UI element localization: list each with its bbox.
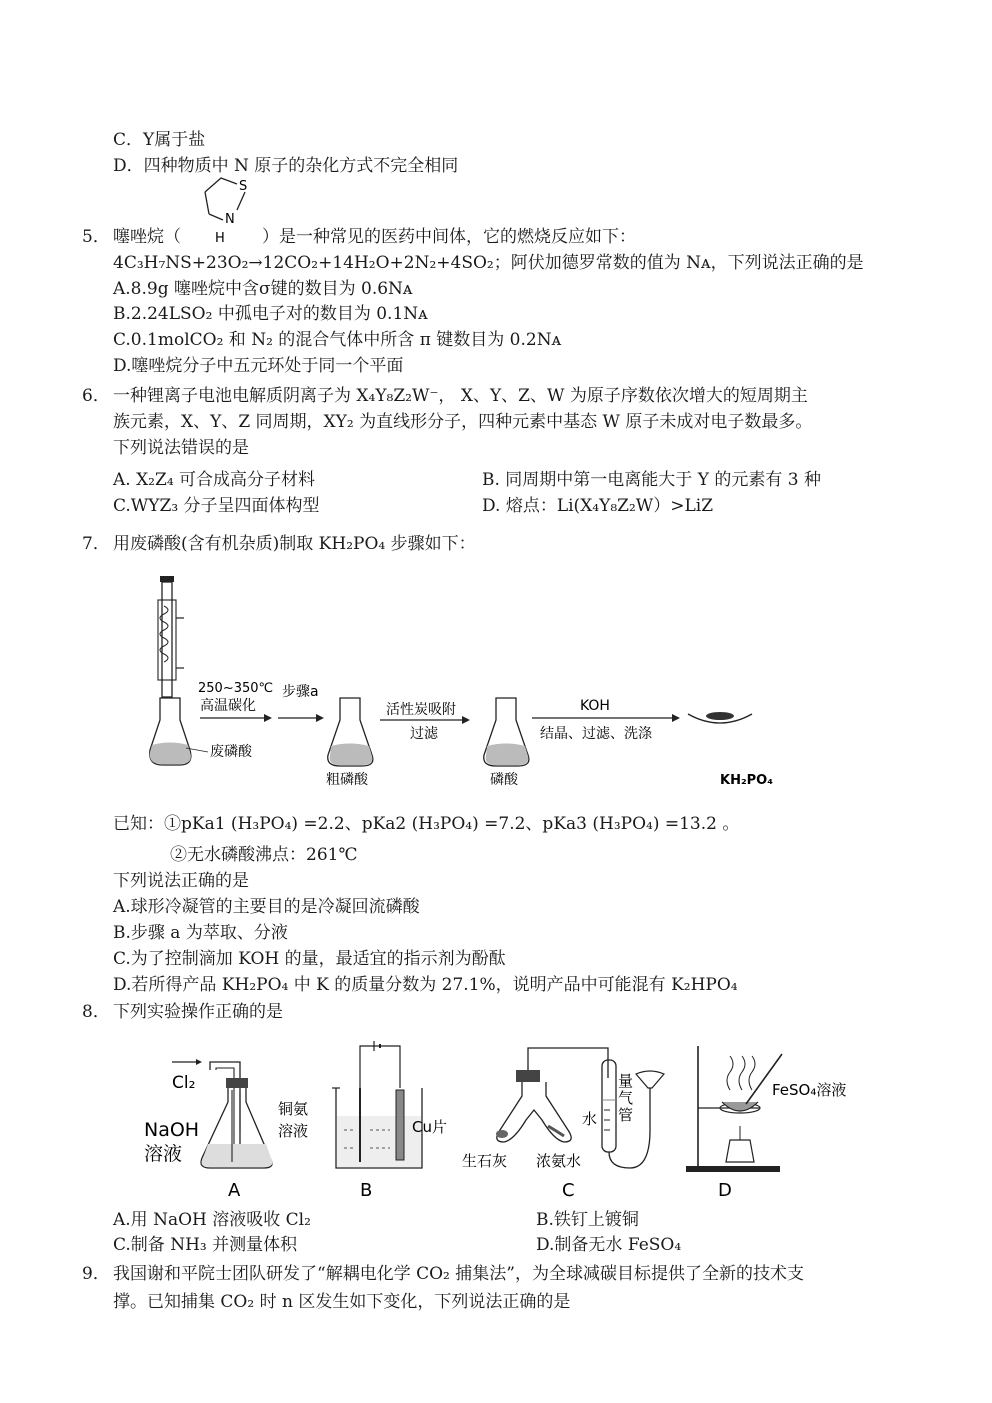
step-filter: 过滤	[410, 726, 438, 742]
fig-c-water-label: 水	[582, 1110, 598, 1128]
temp-label: 250~350℃	[198, 681, 274, 696]
q7-ask: 下列说法正确的是	[113, 871, 249, 891]
q5-option-b: B.2.24LSO₂ 中孤电子对的数目为 0.1Nᴀ	[113, 304, 428, 324]
q9-number: 9．	[82, 1264, 110, 1284]
thiazolidine-structure	[193, 170, 263, 248]
fig-c-caption: C	[562, 1180, 575, 1201]
q8-stem: 下列实验操作正确的是	[113, 1002, 283, 1022]
ring-bond-left	[205, 192, 209, 214]
arrow-3-head	[462, 716, 470, 724]
q7-option-c: C.为了控制滴加 KOH 的量，最适宜的指示剂为酚酞	[113, 949, 506, 969]
q6-line-1: 一种锂离子电池电解质阴离子为 X₄Y₈Z₂W⁻， X、Y、Z、W 为原子序数依次增大的短周期主	[113, 386, 808, 406]
q6-number: 6．	[82, 386, 110, 406]
label-waste-acid: 废磷酸	[210, 744, 252, 760]
label-phosphoric-acid: 磷酸	[490, 772, 518, 788]
q6-option-d: D. 熔点：Li(X₄Y₈Z₂W）>LiZ	[482, 496, 714, 516]
q6-line-2: 族元素，X、Y、Z 同周期，XY₂ 为直线形分子，四种元素中基态 W 原子未成对电子数最多。	[113, 412, 813, 432]
fig-b-plate-label: Cu片	[412, 1118, 447, 1136]
q8-number: 8．	[82, 1002, 110, 1022]
fig-a-gas-label: Cl₂	[172, 1073, 196, 1093]
struct-sulfur-label: S	[239, 179, 248, 194]
ring-bond-top	[205, 178, 237, 192]
arrow-4-head	[672, 714, 680, 722]
fig-c-liquid-label: 浓氨水	[536, 1152, 582, 1170]
step-adsorb: 活性炭吸附	[386, 702, 456, 718]
q5-option-a: A.8.9g 噻唑烷中含σ键的数目为 0.6Nᴀ	[113, 279, 413, 299]
figure-a	[144, 1059, 272, 1201]
q6-option-b: B. 同周期中第一电离能大于 Y 的元素有 3 种	[482, 470, 821, 490]
q5-stem-end: ）是一种常见的医药中间体，它的燃烧反应如下：	[262, 227, 636, 247]
fig-b-caption: B	[360, 1180, 373, 1201]
struct-nitrogen-label: N	[225, 212, 235, 227]
step-a: 步骤a	[282, 684, 319, 700]
q8-option-a: A.用 NaOH 溶液吸收 Cl₂	[113, 1210, 311, 1230]
fig-a-sol-line2: 溶液	[144, 1143, 183, 1165]
q6-line-3: 下列说法错误的是	[113, 438, 249, 458]
label-product: KH₂PO₄	[720, 773, 773, 788]
q8-option-d: D.制备无水 FeSO₄	[536, 1235, 682, 1255]
q4-option-d: D．四种物质中 N 原子的杂化方式不完全相同	[113, 156, 459, 176]
flask-phosphoric-acid-liquid	[486, 744, 529, 766]
q7-number: 7．	[82, 534, 110, 554]
step-koh: KOH	[580, 698, 610, 714]
q7-process-diagram	[140, 570, 780, 800]
fig-c-tube-char2: 气	[618, 1089, 634, 1107]
q5-number: 5．	[82, 227, 110, 247]
q6-option-c: C.WYZ₃ 分子呈四面体构型	[113, 496, 320, 516]
fig-c-tube-char3: 管	[618, 1106, 634, 1124]
q5-stem-start: 噻唑烷（	[113, 227, 181, 247]
fig-d-caption: D	[718, 1180, 732, 1201]
struct-hydrogen-label: H	[215, 231, 225, 246]
fig-c-solid-label: 生石灰	[462, 1152, 508, 1170]
q7-option-b: B.步骤 a 为萃取、分液	[113, 923, 288, 943]
step-crystallize: 结晶、过滤、洗涤	[540, 726, 652, 742]
figure-b	[278, 1041, 447, 1201]
q7-stem: 用废磷酸(含有机杂质)制取 KH₂PO₄ 步骤如下：	[113, 534, 476, 554]
q7-known-2: ②无水磷酸沸点：261℃	[170, 845, 358, 865]
figure-c	[462, 1048, 664, 1201]
fig-d-sol-label: FeSO₄溶液	[772, 1081, 847, 1099]
reflux-condenser	[158, 576, 184, 697]
q9-line-2: 撑。已知捕集 CO₂ 时 n 区发生如下变化，下列说法正确的是	[113, 1292, 571, 1312]
arrow-2-head	[316, 714, 324, 722]
fig-a-sol-line1: NaOH	[144, 1119, 200, 1141]
q5-equation: 4C₃H₇NS+23O₂→12CO₂+14H₂O+2N₂+4SO₂；阿伏加德罗常数的值为 Nᴀ，下列说法正确的是	[113, 253, 864, 273]
q8-option-c: C.制备 NH₃ 并测量体积	[113, 1235, 298, 1255]
flask-crude-acid-liquid	[330, 744, 373, 766]
q8-apparatus-figures	[130, 1030, 870, 1205]
q9-line-1: 我国谢和平院士团队研发了“解耦电化学 CO₂ 捕集法”，为全球减碳目标提供了全新的技术支	[113, 1264, 804, 1284]
q5-option-d: D.噻唑烷分子中五元环处于同一个平面	[113, 356, 404, 376]
q7-known-1: 已知：①pKa1 (H₃PO₄) =2.2、pKa2 (H₃PO₄) =7.2、pKa3 (H₃PO₄) =13.2 。	[113, 814, 740, 834]
product-crystals	[706, 712, 734, 720]
fig-c-tube-char1: 量	[618, 1072, 634, 1090]
fig-a-caption: A	[228, 1180, 241, 1201]
arrow-1-head	[264, 714, 272, 722]
q4-option-c: C．Y属于盐	[113, 130, 206, 150]
step-carbonize: 高温碳化	[200, 698, 256, 714]
label-crude-acid: 粗磷酸	[326, 772, 368, 788]
fig-b-sol-line1: 铜氨	[278, 1100, 309, 1118]
q5-option-c: C.0.1molCO₂ 和 N₂ 的混合气体中所含 π 键数目为 0.2Nᴀ	[113, 330, 562, 350]
ring-bond-right	[237, 192, 245, 210]
q8-option-b: B.铁钉上镀铜	[536, 1210, 639, 1230]
ring-bond-bottom	[209, 214, 223, 220]
q7-option-d: D.若所得产品 KH₂PO₄ 中 K 的质量分数为 27.1%，说明产品中可能混有 K₂HPO₄	[113, 975, 738, 995]
flask-waste-acid-liquid	[150, 743, 191, 765]
fig-b-sol-line2: 溶液	[278, 1122, 309, 1140]
q7-option-a: A.球形冷凝管的主要目的是冷凝回流磷酸	[113, 897, 420, 917]
figure-d	[686, 1046, 846, 1201]
q6-option-a: A. X₂Z₄ 可合成高分子材料	[113, 470, 316, 490]
